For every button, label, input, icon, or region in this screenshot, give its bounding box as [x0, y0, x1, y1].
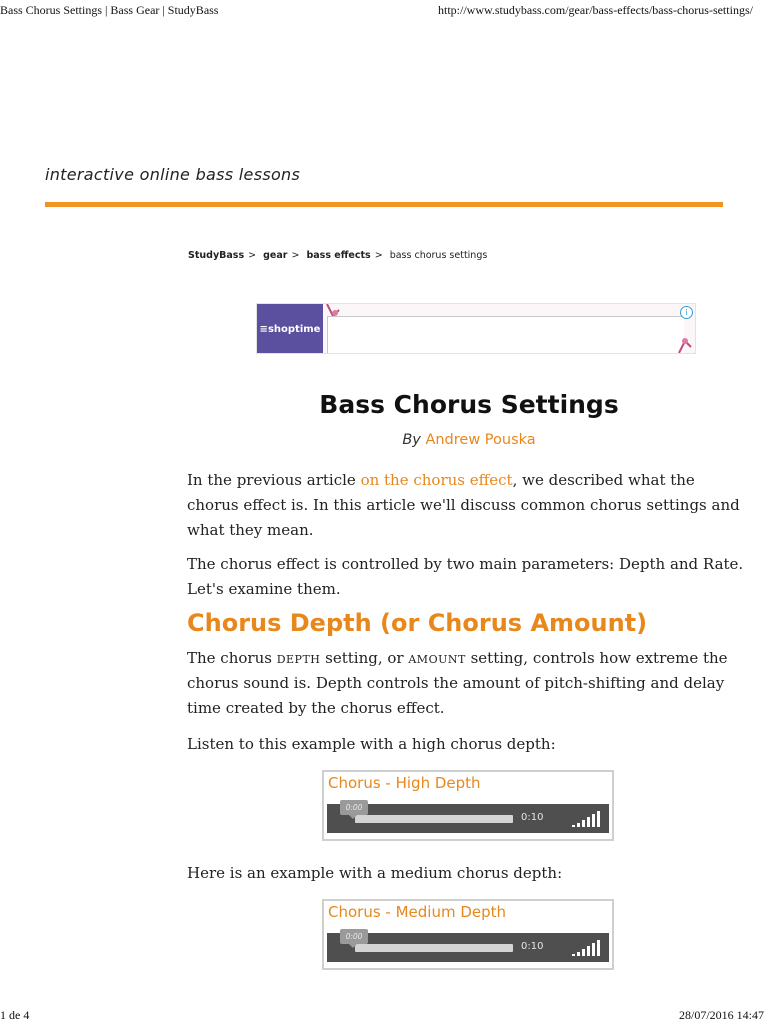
paragraph-medium-depth: Here is an example with a medium chorus depth:	[187, 864, 563, 882]
audio-position-tooltip: 0:00	[340, 929, 368, 944]
depth-term: depth	[276, 649, 321, 667]
audio-seek-bar[interactable]	[355, 815, 513, 823]
intro-text: chorus effect is. In this article we'll discuss common chorus settings and	[187, 496, 740, 514]
site-tagline: interactive online bass lessons	[45, 165, 301, 184]
breadcrumb-separator: >	[291, 250, 300, 261]
breadcrumb	[188, 250, 487, 261]
breadcrumb-link-gear[interactable]: gear	[263, 250, 288, 261]
print-header-title: Bass Chorus Settings | Bass Gear | StudyBass	[0, 3, 219, 17]
print-header-url: http://www.studybass.com/gear/bass-effects/bass-chorus-settings/	[438, 3, 753, 17]
ad-brand-logo[interactable]: ≡ shoptime	[257, 304, 323, 354]
depth-text: setting, or	[320, 649, 409, 667]
breadcrumb-current: bass chorus settings	[389, 250, 488, 261]
ad-info-icon[interactable]: i	[680, 306, 693, 319]
audio-player-controls	[327, 804, 609, 833]
advertisement-banner[interactable]	[256, 303, 696, 354]
print-footer-page: 1 de 4	[0, 1008, 30, 1022]
breadcrumb-separator: >	[374, 250, 383, 261]
paragraph-parameters	[187, 552, 747, 602]
audio-player-title: Chorus - High Depth	[328, 774, 481, 792]
author-link[interactable]: Andrew Pouska	[425, 432, 536, 448]
breadcrumb-link-bass-effects[interactable]: bass effects	[306, 250, 371, 261]
ad-brand-name: shoptime	[267, 324, 321, 335]
volume-icon[interactable]	[572, 940, 604, 956]
audio-player-medium-depth	[322, 899, 614, 970]
audio-seek-bar[interactable]	[355, 944, 513, 952]
audio-player-high-depth	[322, 770, 614, 841]
audio-duration: 0:10	[521, 941, 544, 952]
parameters-text: The chorus effect is controlled by two main parameters: Depth and Rate.	[187, 555, 744, 573]
byline	[0, 432, 768, 448]
audio-player-title: Chorus - Medium Depth	[328, 903, 507, 921]
paragraph-intro	[187, 468, 747, 543]
paragraph-depth	[187, 646, 747, 721]
intro-text: , we described what the	[512, 471, 695, 489]
audio-duration: 0:10	[521, 812, 544, 823]
paragraph-high-depth: Listen to this example with a high chorus depth:	[187, 735, 556, 753]
chorus-effect-link[interactable]: on the chorus effect	[360, 471, 513, 489]
byline-by: By	[402, 432, 421, 448]
depth-text: The chorus	[187, 649, 277, 667]
breadcrumb-separator: >	[248, 250, 257, 261]
depth-text: setting, controls how extreme the	[465, 649, 728, 667]
header-divider	[45, 202, 723, 207]
audio-position-tooltip: 0:00	[340, 800, 368, 815]
intro-text: In the previous article	[187, 471, 361, 489]
print-footer-datetime: 28/07/2016 14:47	[678, 1008, 764, 1022]
intro-text: what they mean.	[187, 521, 314, 539]
flower-decoration-icon	[677, 333, 693, 353]
depth-text: chorus sound is. Depth controls the amount of pitch-shifting and delay	[187, 674, 725, 692]
volume-icon[interactable]	[572, 811, 604, 827]
audio-player-controls	[327, 933, 609, 962]
breadcrumb-link-studybass[interactable]: StudyBass	[188, 250, 245, 261]
section-heading-chorus-depth: Chorus Depth (or Chorus Amount)	[187, 609, 648, 637]
parameters-text: Let's examine them.	[187, 580, 341, 598]
page-title: Bass Chorus Settings	[319, 390, 619, 419]
amount-term: amount	[408, 649, 466, 667]
depth-text: time created by the chorus effect.	[187, 699, 445, 717]
ad-frame	[327, 316, 684, 354]
